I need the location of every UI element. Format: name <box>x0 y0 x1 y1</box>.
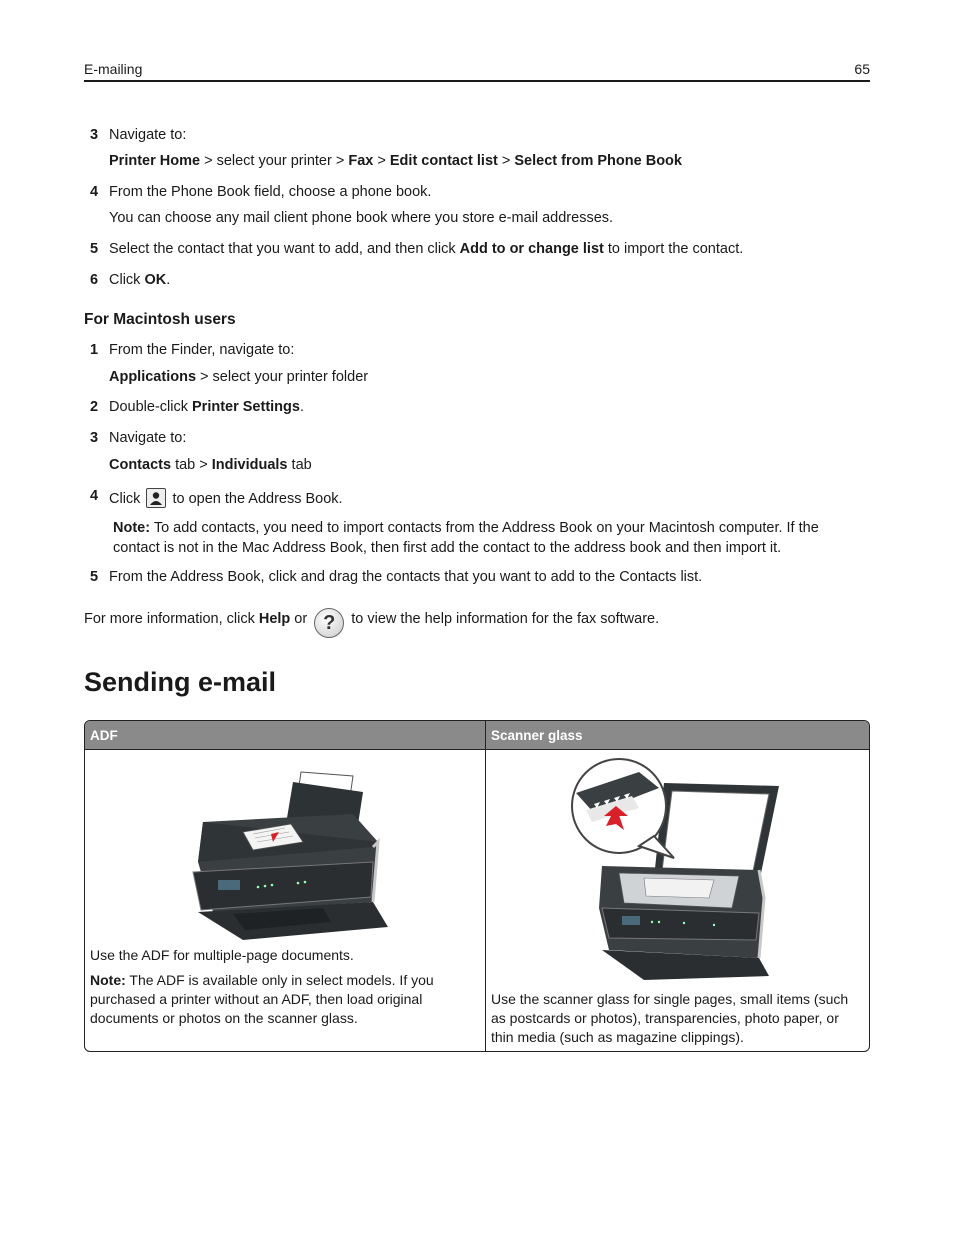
path-sep: > select your printer folder <box>196 369 369 385</box>
step-text: From the Phone Book field, choose a phone book. <box>109 184 432 200</box>
step-number: 5 <box>90 569 99 585</box>
path-part: Individuals <box>211 457 288 473</box>
path-sep: > <box>497 153 515 169</box>
note-text: The ADF is available only in select models. If you purchased a printer without an ADF, then load original documents or photos on the scanner glass. <box>90 972 434 1026</box>
loading-method-table <box>84 720 870 1052</box>
ui-label: Printer Settings <box>192 399 300 415</box>
text-span: . <box>166 272 171 288</box>
running-header-section: E-mailing <box>84 61 143 77</box>
step-text: From the Address Book, click and drag the contacts that you want to add to the Contacts list. <box>109 569 703 585</box>
path-part: Contacts <box>109 457 172 473</box>
step-number: 1 <box>90 342 99 358</box>
scanner-glass-printer-illustration <box>564 758 794 980</box>
path-sep: > <box>373 153 390 169</box>
step-number: 4 <box>90 184 99 200</box>
step-text <box>109 272 170 288</box>
text-span: Click <box>109 272 145 288</box>
text-span: or <box>290 611 312 627</box>
adf-cell <box>85 750 485 1051</box>
step-text: Navigate to: <box>109 430 187 446</box>
address-book-icon <box>146 488 166 508</box>
path-sep: tab > <box>171 457 212 473</box>
header-rule <box>84 80 870 82</box>
step-text <box>109 488 343 508</box>
navigation-path <box>109 369 368 385</box>
text-span: Select the contact that you want to add, and then click <box>109 241 460 257</box>
step-number: 3 <box>90 430 99 446</box>
text-span: . <box>299 399 304 415</box>
adf-printer-illustration <box>173 762 393 940</box>
step-number: 3 <box>90 127 99 143</box>
ui-label: Help <box>258 611 291 627</box>
path-part: Applications <box>109 369 197 385</box>
note <box>113 518 869 558</box>
step-detail: You can choose any mail client phone book where you store e-mail addresses. <box>109 210 614 226</box>
step-number: 5 <box>90 241 99 257</box>
scanner-glass-cell <box>485 750 869 1051</box>
step-text <box>109 399 304 415</box>
note-text: To add contacts, you need to import contacts from the Address Book on your Macintosh computer. If the contact is not in the Mac Address Book, then first add the contact to the address book and then import it. <box>113 520 819 556</box>
text-span: to open the Address Book. <box>168 491 343 507</box>
navigation-path <box>109 153 682 169</box>
text-span: Click <box>109 491 145 507</box>
help-icon: ? <box>314 608 344 638</box>
path-part: Edit contact list <box>389 153 498 169</box>
navigation-path <box>109 457 312 473</box>
note-label: Note: <box>113 520 151 536</box>
path-part: Select from Phone Book <box>514 153 682 169</box>
page-number: 65 <box>854 61 870 77</box>
path-sep: tab <box>287 457 312 473</box>
column-header-scanner-glass: Scanner glass <box>485 721 869 750</box>
step-text: Navigate to: <box>109 127 187 143</box>
column-header-adf: ADF <box>85 721 485 750</box>
text-span: Double-click <box>109 399 192 415</box>
scanner-glass-description: Use the scanner glass for single pages, small items (such as postcards or photos), transparencies, photo paper, or thin media (such as magazine clippings). <box>491 991 849 1045</box>
adf-note <box>90 971 480 1028</box>
path-part: Fax <box>348 153 374 169</box>
more-info-paragraph <box>84 608 659 638</box>
text-span: to import the contact. <box>603 241 744 257</box>
step-text: From the Finder, navigate to: <box>109 342 295 358</box>
ui-label: Add to or change list <box>459 241 604 257</box>
adf-description: Use the ADF for multiple-page documents. <box>90 947 354 963</box>
text-span: For more information, click <box>84 611 259 627</box>
step-number: 4 <box>90 488 99 504</box>
path-part: Printer Home <box>109 153 201 169</box>
ui-label: OK <box>144 272 167 288</box>
path-sep: > select your printer > <box>200 153 349 169</box>
step-number: 2 <box>90 399 99 415</box>
text-span: to view the help information for the fax software. <box>347 611 660 627</box>
subsection-heading: For Macintosh users <box>84 311 236 328</box>
step-number: 6 <box>90 272 99 288</box>
section-title: Sending e-mail <box>84 667 277 697</box>
note-label: Note: <box>90 972 126 988</box>
step-text <box>109 241 743 257</box>
